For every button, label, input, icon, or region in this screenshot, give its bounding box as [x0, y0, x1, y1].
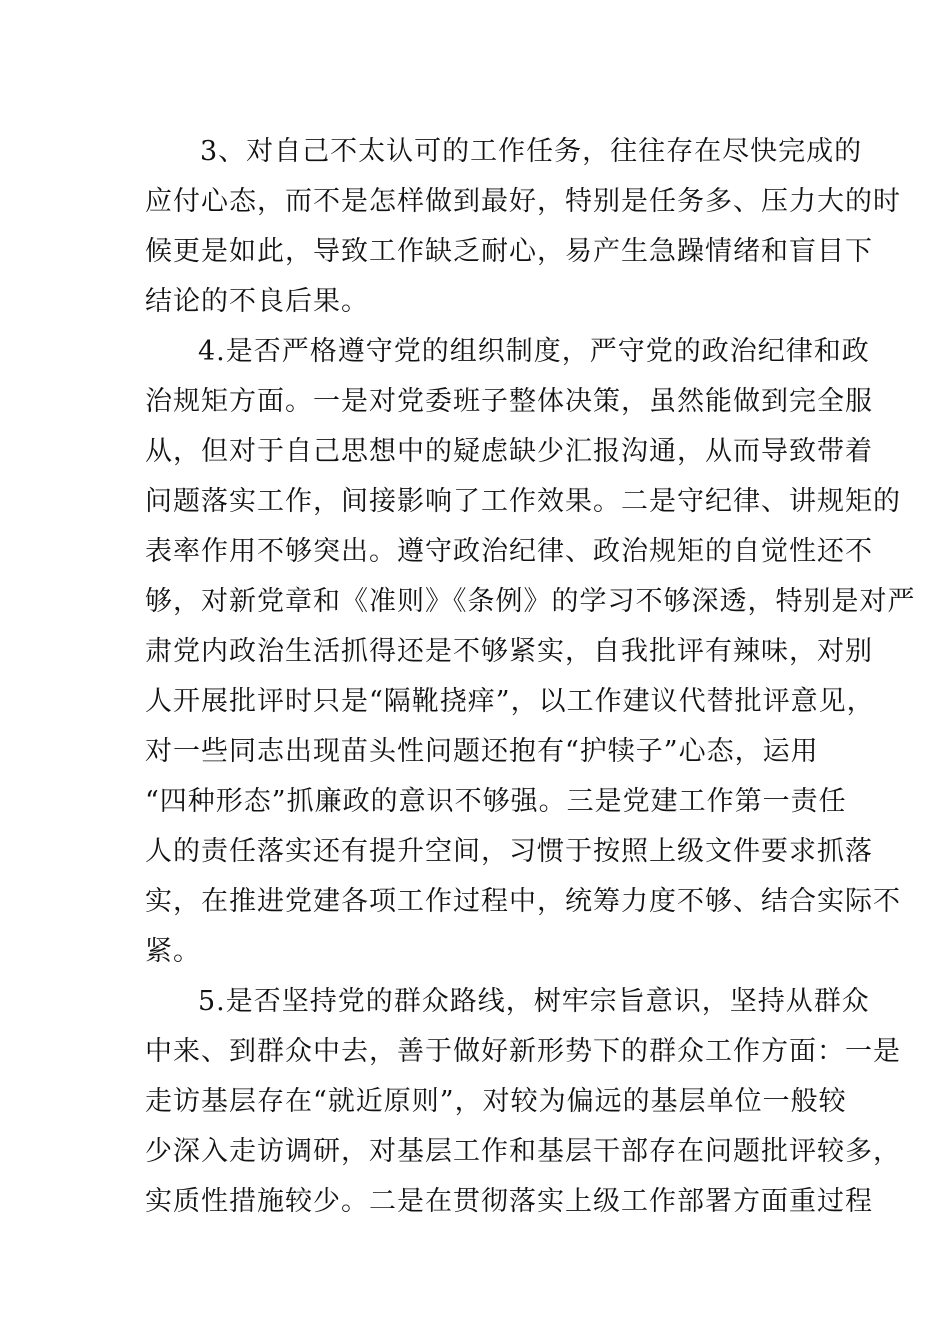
text-line: 问题落实工作，间接影响了工作效果。二是守纪律、讲规矩的 — [145, 486, 901, 517]
text-line: 人的责任落实还有提升空间，习惯于按照上级文件要求抓落 — [145, 836, 873, 867]
text-line: 应付心态，而不是怎样做到最好，特别是任务多、压力大的时 — [145, 186, 901, 217]
text-line: 治规矩方面。一是对党委班子整体决策，虽然能做到完全服 — [145, 386, 873, 417]
text-line: 从，但对于自己思想中的疑虑缺少汇报沟通，从而导致带着 — [145, 436, 873, 467]
text-line: 中来、到群众中去，善于做好新形势下的群众工作方面：一是 — [145, 1036, 901, 1067]
text-line: 4.是否严格遵守党的组织制度，严守党的政治纪律和政 — [198, 336, 870, 367]
text-line: 实，在推进党建各项工作过程中，统筹力度不够、结合实际不 — [145, 886, 901, 917]
text-line: 走访基层存在“就近原则”，对较为偏远的基层单位一般较 — [145, 1086, 847, 1117]
text-line: 少深入走访调研，对基层工作和基层干部存在问题批评较多， — [145, 1136, 901, 1167]
text-line: 5.是否坚持党的群众路线，树牢宗旨意识，坚持从群众 — [198, 986, 870, 1017]
text-line: 结论的不良后果。 — [145, 286, 369, 317]
text-line: 人开展批评时只是“隔靴挠痒”，以工作建议代替批评意见， — [145, 686, 875, 717]
text-line: 3、对自己不太认可的工作任务，往往存在尽快完成的 — [200, 136, 863, 167]
text-line: 表率作用不够突出。遵守政治纪律、政治规矩的自觉性还不 — [145, 536, 873, 567]
text-line: 紧。 — [145, 936, 201, 967]
text-line: 候更是如此，导致工作缺乏耐心，易产生急躁情绪和盲目下 — [145, 236, 873, 267]
text-line: “四种形态”抓廉政的意识不够强。三是党建工作第一责任 — [145, 786, 847, 817]
text-line: 肃党内政治生活抓得还是不够紧实，自我批评有辣味，对别 — [145, 636, 873, 667]
text-line: 对一些同志出现苗头性问题还抱有“护犊子”心态，运用 — [145, 736, 819, 767]
text-line: 实质性措施较少。二是在贯彻落实上级工作部署方面重过程 — [145, 1186, 873, 1217]
text-line: 够，对新党章和《准则》《条例》的学习不够深透，特别是对严 — [145, 586, 916, 617]
